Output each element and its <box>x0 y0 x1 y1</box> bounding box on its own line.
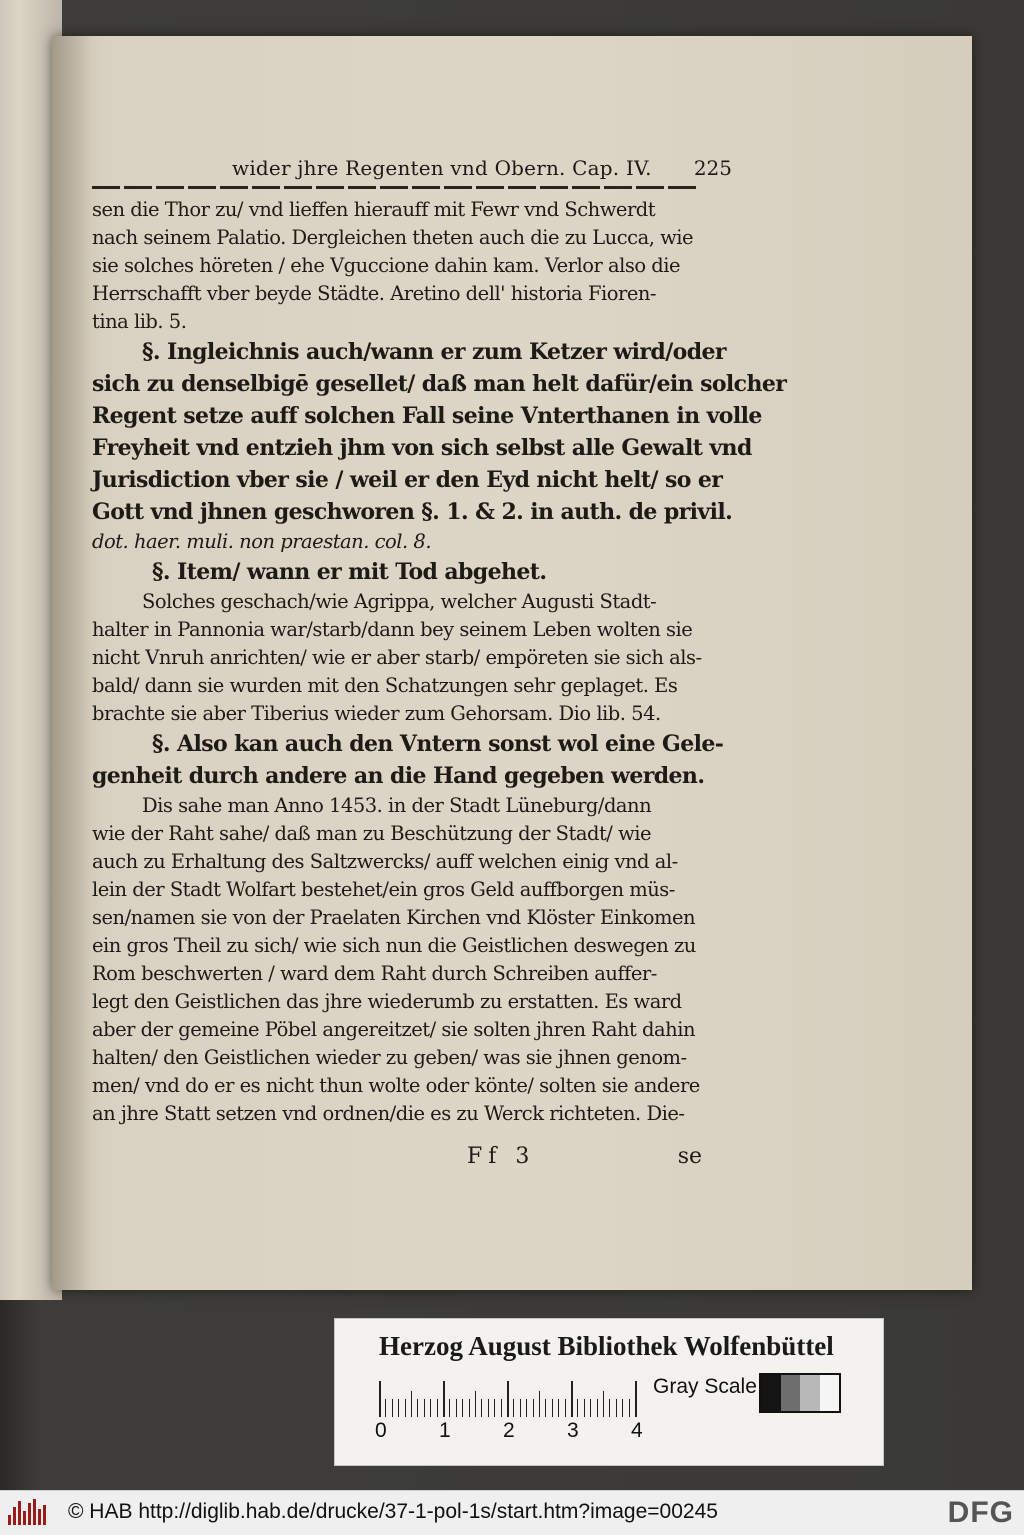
body-text <box>92 196 787 1128</box>
text-line: §. Item/ wann er mit Tod abgehet. <box>152 559 547 585</box>
hab-logo-bar <box>33 1499 36 1525</box>
head-rule <box>92 186 697 189</box>
dfg-logo: DFG <box>947 1496 1014 1529</box>
ruler-tick <box>392 1399 393 1417</box>
ruler-tick <box>437 1399 438 1417</box>
ruler-tick <box>558 1399 559 1417</box>
scale-ruler <box>379 1377 647 1417</box>
text-line: Jurisdiction vber sie / weil er den Eyd nicht helt/ so er <box>92 467 723 493</box>
ruler-tick <box>609 1399 610 1417</box>
text-line: legt den Geistlichen das jhre wiederumb zu erstatten. Es ward <box>92 990 682 1013</box>
ruler-tick <box>475 1391 476 1417</box>
ruler-tick <box>385 1399 386 1417</box>
ruler-number: 3 <box>567 1419 579 1442</box>
text-line: Rom beschwerten / ward dem Raht durch Schreiben auffer- <box>92 962 657 985</box>
ruler-tick <box>513 1399 514 1417</box>
ruler-tick <box>507 1381 509 1417</box>
ruler-tick <box>424 1399 425 1417</box>
text-line: §. Ingleichnis auch/wann er zum Ketzer wird/oder <box>142 339 726 365</box>
text-line: lein der Stadt Wolfart bestehet/ein gros Geld auffborgen müs- <box>92 878 675 901</box>
text-line: an jhre Statt setzen vnd ordnen/die es zu Werck richteten. Die- <box>92 1102 685 1125</box>
ruler-tick <box>635 1381 637 1417</box>
ruler-tick <box>603 1391 604 1417</box>
catchword: se <box>677 1144 702 1169</box>
ruler-number: 2 <box>503 1419 515 1442</box>
hab-logo-bar <box>13 1507 16 1525</box>
running-head-title: wider jhre Regenten vnd Obern. Cap. IV. <box>232 156 652 180</box>
ruler-tick <box>539 1391 540 1417</box>
ruler-number: 1 <box>439 1419 451 1442</box>
ruler-tick <box>584 1399 585 1417</box>
ruler-tick <box>545 1399 546 1417</box>
text-line: nicht Vnruh anrichten/ wie er aber starb/ empöreten sie sich als- <box>92 646 702 669</box>
ruler-tick <box>469 1399 470 1417</box>
ruler-tick <box>398 1399 399 1417</box>
color-calibration-bar <box>334 1318 884 1466</box>
text-line: wie der Raht sahe/ daß man zu Beschützung der Stadt/ wie <box>92 822 652 845</box>
text-line: sich zu denselbigē gesellet/ daß man helt dafür/ein solcher <box>92 371 787 397</box>
viewer-footer <box>0 1490 1024 1535</box>
text-line: dot. haer. muli. non praestan. col. 8. <box>92 530 432 553</box>
gray-swatch <box>800 1375 820 1411</box>
hab-logo-bar <box>8 1515 11 1525</box>
ruler-tick <box>565 1399 566 1417</box>
ruler-tick <box>449 1399 450 1417</box>
text-line: Dis sahe man Anno 1453. in der Stadt Lüneburg/dann <box>142 794 652 817</box>
ruler-tick <box>552 1399 553 1417</box>
text-line: tina lib. 5. <box>92 310 187 333</box>
ruler-tick <box>481 1399 482 1417</box>
ruler-tick <box>462 1399 463 1417</box>
text-line: §. Also kan auch den Vntern sonst wol eine Gele- <box>152 731 724 757</box>
ruler-tick <box>590 1399 591 1417</box>
ruler-tick <box>520 1399 521 1417</box>
page-number: 225 <box>693 156 732 180</box>
ruler-number: 0 <box>375 1419 387 1442</box>
text-line: brachte sie aber Tiberius wieder zum Gehorsam. Dio lib. 54. <box>92 702 661 725</box>
text-line: ein gros Theil zu sich/ wie sich nun die Geistlichen deswegen zu <box>92 934 696 957</box>
hab-logo-bar <box>23 1511 26 1525</box>
text-line: Herrschafft vber beyde Städte. Aretino dell' historia Fioren- <box>92 282 657 305</box>
gray-scale-swatches <box>759 1373 841 1413</box>
text-line: men/ vnd do er es nicht thun wolte oder könte/ solten sie andere <box>92 1074 700 1097</box>
ruler-tick <box>571 1381 573 1417</box>
gray-swatch <box>761 1375 781 1411</box>
text-line: bald/ dann sie wurden mit den Schatzungen sehr geplaget. Es <box>92 674 678 697</box>
gray-scale-label: Gray Scale <box>653 1375 757 1398</box>
ruler-tick <box>405 1399 406 1417</box>
text-line: auch zu Erhaltung des Saltzwercks/ auff welchen einig vnd al- <box>92 850 678 873</box>
text-line: nach seinem Palatio. Dergleichen theten auch die zu Lucca, wie <box>92 226 694 249</box>
book-page <box>52 36 972 1290</box>
hab-logo-bar <box>43 1505 46 1525</box>
hab-logo-icon <box>8 1499 48 1527</box>
ruler-tick <box>616 1399 617 1417</box>
page-gutter-shadow <box>52 36 92 1290</box>
ruler-tick <box>488 1399 489 1417</box>
ruler-tick <box>629 1399 630 1417</box>
ruler-tick <box>430 1399 431 1417</box>
copyright-url[interactable]: © HAB http://diglib.hab.de/drucke/37-1-pol-1s/start.htm?image=00245 <box>68 1500 718 1523</box>
hab-logo-bar <box>38 1509 41 1525</box>
ruler-tick <box>533 1399 534 1417</box>
ruler-number: 4 <box>631 1419 643 1442</box>
ruler-tick <box>622 1399 623 1417</box>
ruler-tick <box>526 1399 527 1417</box>
text-line: sen/namen sie von der Praelaten Kirchen vnd Klöster Einkomen <box>92 906 696 929</box>
ruler-tick <box>379 1381 381 1417</box>
text-line: halten/ den Geistlichen wieder zu geben/ was sie jhnen genom- <box>92 1046 687 1069</box>
text-line: sie solches höreten / ehe Vguccione dahin kam. Verlor also die <box>92 254 681 277</box>
ruler-tick <box>597 1399 598 1417</box>
ruler-tick <box>411 1391 412 1417</box>
gray-swatch <box>781 1375 801 1411</box>
signature-mark: Ff 3 <box>467 1144 536 1169</box>
ruler-tick <box>417 1399 418 1417</box>
ruler-tick <box>494 1399 495 1417</box>
hab-logo-bar <box>18 1501 21 1525</box>
ruler-tick <box>501 1399 502 1417</box>
hab-logo-bar <box>28 1503 31 1525</box>
text-line: genheit durch andere an die Hand gegeben werden. <box>92 763 705 789</box>
ruler-tick <box>456 1399 457 1417</box>
text-line: halter in Pannonia war/starb/dann bey seinem Leben wolten sie <box>92 618 693 641</box>
text-line: sen die Thor zu/ vnd lieffen hierauff mit Fewr vnd Schwerdt <box>92 198 656 221</box>
ruler-tick <box>577 1399 578 1417</box>
scale-ruler-numbers <box>375 1419 675 1449</box>
gray-swatch <box>820 1375 840 1411</box>
ruler-tick <box>443 1381 445 1417</box>
page-footer-line <box>92 1144 702 1174</box>
text-line: Freyheit vnd entzieh jhm von sich selbst alle Gewalt vnd <box>92 435 752 461</box>
running-head <box>232 154 732 184</box>
text-line: aber der gemeine Pöbel angereitzet/ sie solten jhren Raht dahin <box>92 1018 696 1041</box>
text-line: Solches geschach/wie Agrippa, welcher Augusti Stadt- <box>142 590 657 613</box>
text-line: Regent setze auff solchen Fall seine Vnterthanen in volle <box>92 403 762 429</box>
text-line: Gott vnd jhnen geschworen §. 1. & 2. in auth. de privil. <box>92 499 733 525</box>
library-name: Herzog August Bibliothek Wolfenbüttel <box>379 1331 834 1361</box>
